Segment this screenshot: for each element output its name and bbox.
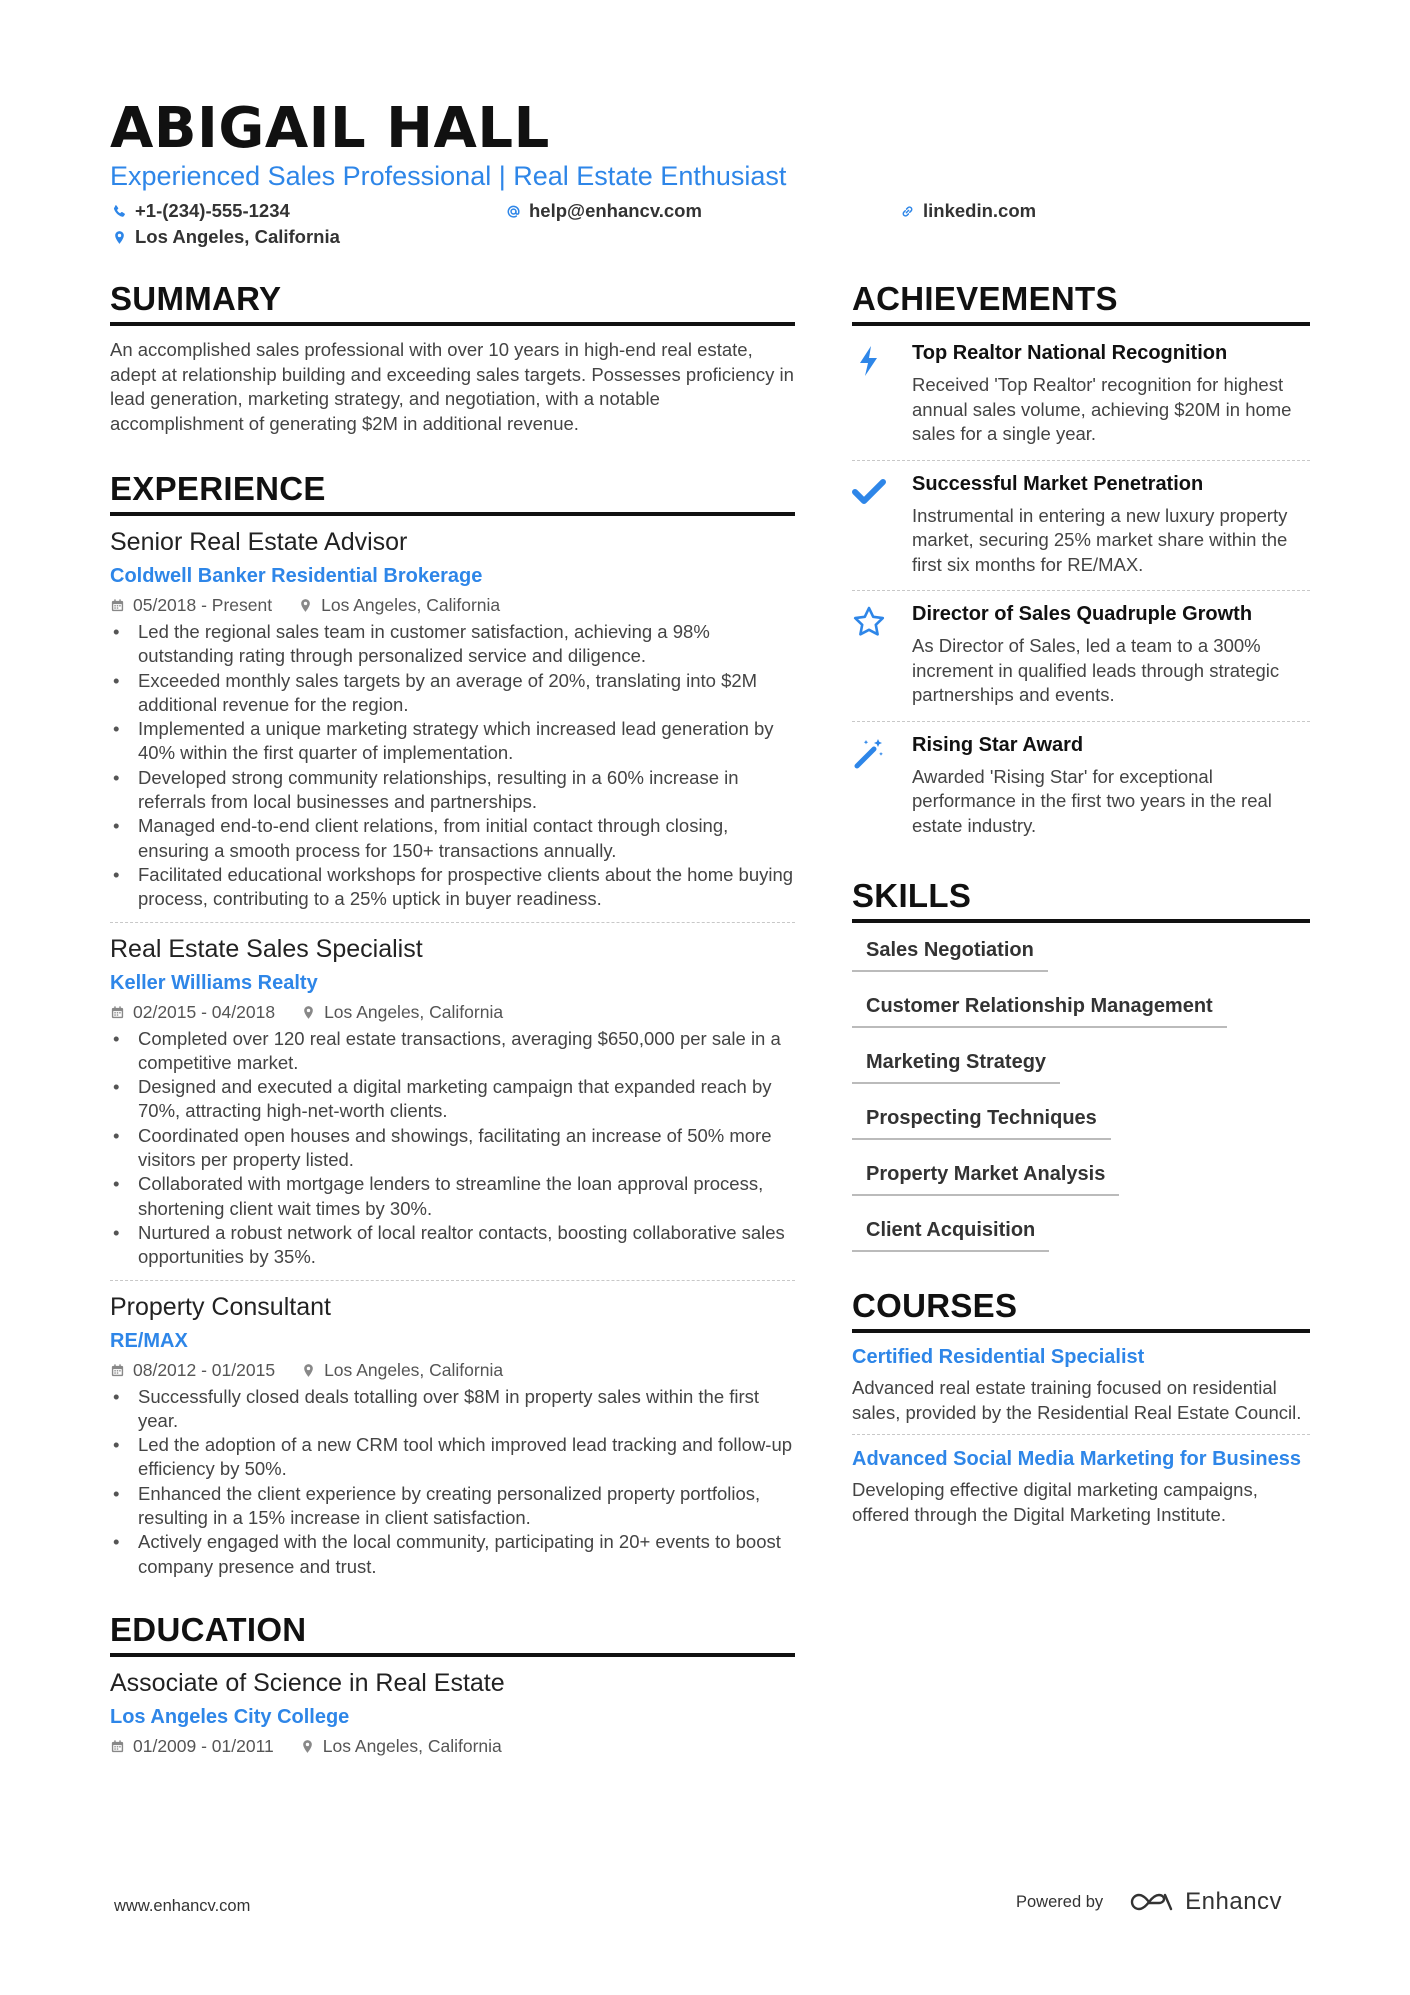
job-title: Property Consultant [110, 1292, 331, 1321]
bullet-item: • Actively engaged with the local community, participating in 20+ events to boost company presence and trust. [110, 1530, 795, 1579]
location-text: Los Angeles, California [135, 226, 340, 247]
calendar-icon [110, 1363, 125, 1378]
job-dates: 08/2012 - 01/2015 [133, 1359, 276, 1380]
location-pin-icon [112, 230, 127, 245]
skill-tag: Client Acquisition [852, 1209, 1049, 1252]
achievements-heading: ACHIEVEMENTS [852, 280, 1310, 326]
bullet-item: • Enhanced the client experience by creating personalized property portfolios, resulting in a 15% increase in client satisfaction. [110, 1482, 795, 1531]
experience-section [110, 470, 795, 1589]
achievement-item [852, 330, 1310, 461]
job-entry [110, 935, 795, 1281]
lightning-icon [852, 344, 886, 378]
job-meta [110, 1360, 795, 1381]
summary-text: An accomplished sales professional with over 10 years in high-end real estate, adept at relationship building and exceeding sales targets. Possesses proficiency in lead generation, marketing strategy, and negotiation, with a notable accomplishment of generating $2M in additional revenue. [110, 339, 794, 434]
at-sign-icon [506, 204, 521, 219]
location-pin-icon [298, 598, 313, 613]
achievement-item [852, 461, 1310, 592]
brand-logo[interactable] [1129, 1888, 1282, 1916]
bullet-item: • Nurtured a robust network of local realtor contacts, boosting collaborative sales opportunities by 35%. [110, 1221, 795, 1270]
skill-tag: Prospecting Techniques [852, 1097, 1111, 1140]
achievement-text: Instrumental in entering a new luxury property market, securing 25% market share within the first six months for RE/MAX. [912, 504, 1288, 575]
bullet-item: • Led the adoption of a new CRM tool which improved lead tracking and follow-up efficiency by 50%. [110, 1433, 795, 1482]
achievement-text: Awarded 'Rising Star' for exceptional performance in the first two years in the real estate industry. [912, 765, 1272, 836]
candidate-name: ABIGAIL HALL [110, 96, 550, 161]
courses-heading: COURSES [852, 1287, 1310, 1333]
bullet-item: • Completed over 120 real estate transactions, averaging $650,000 per sale in a competitive market. [110, 1027, 795, 1076]
link-icon [900, 204, 915, 219]
course-title: Advanced Social Media Marketing for Business [852, 1448, 1302, 1470]
location-contact [112, 226, 340, 248]
phone-contact [112, 200, 290, 222]
bullet-item: • Led the regional sales team in customer satisfaction, achieving a 98% outstanding rating through personalized service and diligence. [110, 620, 795, 669]
location-pin-icon [301, 1363, 316, 1378]
email-address[interactable]: help@enhancv.com [529, 200, 702, 221]
bullet-item: • Collaborated with mortgage lenders to streamline the loan approval process, shortening client wait times by 30%. [110, 1172, 795, 1221]
job-bullets [110, 1385, 795, 1579]
calendar-icon [110, 1739, 125, 1754]
job-title: Real Estate Sales Specialist [110, 934, 423, 963]
star-icon [852, 605, 886, 639]
degree-title: Associate of Science in Real Estate [110, 1668, 505, 1697]
achievement-title: Rising Star Award [912, 733, 1084, 756]
summary-section [110, 280, 795, 436]
achievements-section [852, 280, 1310, 851]
course-item [852, 1345, 1310, 1435]
education-section [110, 1611, 795, 1757]
job-bullets [110, 1027, 795, 1270]
job-title: Senior Real Estate Advisor [110, 528, 408, 556]
right-column [852, 280, 1310, 1548]
course-text: Developing effective digital marketing campaigns, offered through the Digital Marketing Institute. [852, 1479, 1258, 1525]
checkmark-icon [852, 475, 886, 509]
phone-number: +1-(234)-555-1234 [135, 200, 290, 221]
location-pin-icon [300, 1739, 315, 1754]
website-link[interactable]: linkedin.com [923, 200, 1037, 221]
experience-heading: EXPERIENCE [110, 470, 795, 516]
job-dates: 02/2015 - 04/2018 [133, 1001, 276, 1022]
job-entry [110, 1293, 795, 1589]
bullet-item: • Designed and executed a digital marketing campaign that expanded reach by 70%, attracting high-net-worth clients. [110, 1075, 795, 1124]
education-location: Los Angeles, California [322, 1735, 502, 1756]
footer-branding [1016, 1888, 1282, 1916]
calendar-icon [110, 598, 125, 613]
skills-section [852, 877, 1310, 1265]
skill-tag: Sales Negotiation [852, 929, 1048, 972]
achievement-title: Director of Sales Quadruple Growth [912, 603, 1253, 625]
course-text: Advanced real estate training focused on residential sales, provided by the Residential Real Estate Council. [852, 1377, 1302, 1423]
skill-tag: Customer Relationship Management [852, 985, 1227, 1028]
phone-icon [112, 204, 127, 219]
achievement-item [852, 722, 1310, 852]
courses-section [852, 1287, 1310, 1536]
achievement-item [852, 591, 1310, 722]
skill-tag: Property Market Analysis [852, 1153, 1119, 1196]
skill-tag: Marketing Strategy [852, 1041, 1060, 1084]
course-title: Certified Residential Specialist [852, 1346, 1145, 1368]
left-column [110, 280, 795, 1761]
job-location: Los Angeles, California [321, 595, 501, 615]
location-pin-icon [301, 1005, 316, 1020]
website-contact [900, 200, 1036, 222]
job-dates: 05/2018 - Present [133, 595, 273, 615]
achievement-title: Top Realtor National Recognition [912, 342, 1228, 364]
course-item [852, 1447, 1310, 1536]
job-location: Los Angeles, California [324, 1001, 504, 1022]
summary-heading: SUMMARY [110, 280, 795, 326]
bullet-item: • Managed end-to-end client relations, from initial contact through closing, ensuring a smooth process for 150+ transactions annually. [110, 814, 795, 863]
education-heading: EDUCATION [110, 1611, 795, 1657]
bullet-item: • Successfully closed deals totalling over $8M in property sales within the first year. [110, 1385, 795, 1434]
skills-heading: SKILLS [852, 877, 1310, 923]
bullet-item: • Developed strong community relationships, resulting in a 60% increase in referrals from local businesses and partnerships. [110, 766, 795, 815]
company-name: RE/MAX [110, 1329, 188, 1352]
brand-name: Enhancv [1185, 1888, 1283, 1915]
enhancv-logo-icon [1129, 1890, 1175, 1914]
bullet-item: • Implemented a unique marketing strategy which increased lead generation by 40% within the first quarter of implementation. [110, 717, 795, 766]
job-meta [110, 595, 795, 616]
achievement-title: Successful Market Penetration [912, 472, 1204, 495]
footer-website[interactable]: www.enhancv.com [114, 1897, 251, 1915]
company-name: Keller Williams Realty [110, 971, 318, 994]
email-contact [506, 200, 702, 222]
bullet-item: • Facilitated educational workshops for prospective clients about the home buying process, contributing to a 25% uptick in buyer readiness. [110, 863, 795, 912]
school-name: Los Angeles City College [110, 1705, 350, 1728]
company-name: Coldwell Banker Residential Brokerage [110, 565, 483, 587]
calendar-icon [110, 1005, 125, 1020]
bullet-item: • Exceeded monthly sales targets by an average of 20%, translating into $2M additional revenue for the region. [110, 669, 795, 718]
education-dates: 01/2009 - 01/2011 [133, 1735, 274, 1756]
job-entry [110, 528, 795, 923]
powered-by-label: Powered by [1016, 1892, 1104, 1911]
job-location: Los Angeles, California [324, 1359, 504, 1380]
headline: Experienced Sales Professional | Real Estate Enthusiast [110, 161, 787, 191]
achievement-text: Received 'Top Realtor' recognition for highest annual sales volume, achieving $20M in home sales for a single year. [912, 374, 1292, 444]
job-bullets [110, 620, 795, 912]
bullet-item: • Coordinated open houses and showings, facilitating an increase of 50% more visitors per property listed. [110, 1124, 795, 1173]
education-meta [110, 1736, 795, 1757]
magic-wand-icon [852, 736, 886, 770]
job-meta [110, 1002, 795, 1023]
achievement-text: As Director of Sales, led a team to a 300% increment in qualified leads through strategic partnerships and events. [912, 635, 1280, 705]
